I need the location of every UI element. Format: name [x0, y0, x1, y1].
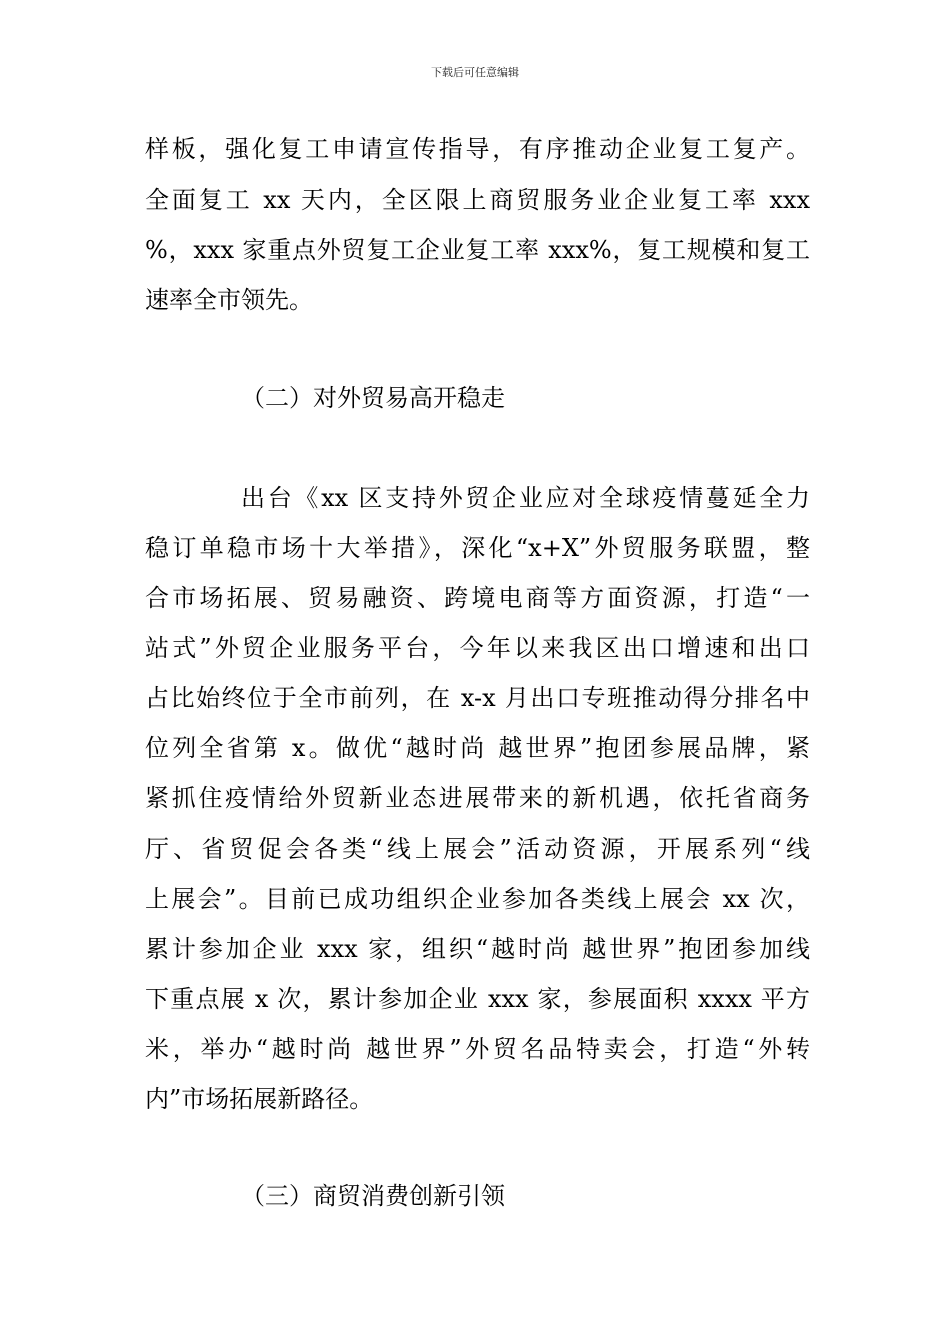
- paragraph-line: 米，举办“越时尚 越世界”外贸名品特卖会，打造“外转: [145, 1035, 810, 1063]
- section-heading: （三）商贸消费创新引领: [241, 1182, 505, 1210]
- paragraph-line: %，xxx 家重点外贸复工企业复工率 xxx%，复工规模和复工: [145, 236, 810, 264]
- paragraph-line: 出台《xx 区支持外贸企业应对全球疫情蔓延全力: [241, 484, 810, 512]
- paragraph-line: 位列全省第 x。做优“越时尚 越世界”抱团参展品牌，紧: [145, 734, 810, 762]
- paragraph-line: 占比始终位于全市前列，在 x-x 月出口专班推动得分排名中: [145, 684, 810, 712]
- paragraph-line: 全面复工 xx 天内，全区限上商贸服务业企业复工率 xxx: [145, 186, 810, 214]
- paragraph-line: 紧抓住疫情给外贸新业态进展带来的新机遇，依托省商务: [145, 784, 810, 812]
- paragraph-line: 合市场拓展、贸易融资、跨境电商等方面资源，打造“一: [145, 584, 810, 612]
- paragraph-line: 样板，强化复工申请宣传指导，有序推动企业复工复产。: [145, 135, 810, 163]
- paragraph-line: 内”市场拓展新路径。: [145, 1085, 374, 1113]
- paragraph-line: 稳订单稳市场十大举措》，深化“x+X”外贸服务联盟，整: [145, 534, 810, 562]
- paragraph-line: 厅、省贸促会各类“线上展会”活动资源，开展系列“线: [145, 835, 810, 863]
- paragraph-line: 累计参加企业 xxx 家，组织“越时尚 越世界”抱团参加线: [145, 935, 810, 963]
- page-header: 下载后可任意编辑: [431, 66, 519, 79]
- paragraph-line: 下重点展 x 次，累计参加企业 xxx 家，参展面积 xxxx 平方: [145, 985, 810, 1013]
- paragraph-line: 速率全市领先。: [145, 286, 313, 314]
- section-heading: （二）对外贸易高开稳走: [241, 384, 505, 412]
- paragraph-line: 上展会”。目前已成功组织企业参加各类线上展会 xx 次，: [145, 885, 810, 913]
- paragraph-line: 站式”外贸企业服务平台，今年以来我区出口增速和出口: [145, 634, 810, 662]
